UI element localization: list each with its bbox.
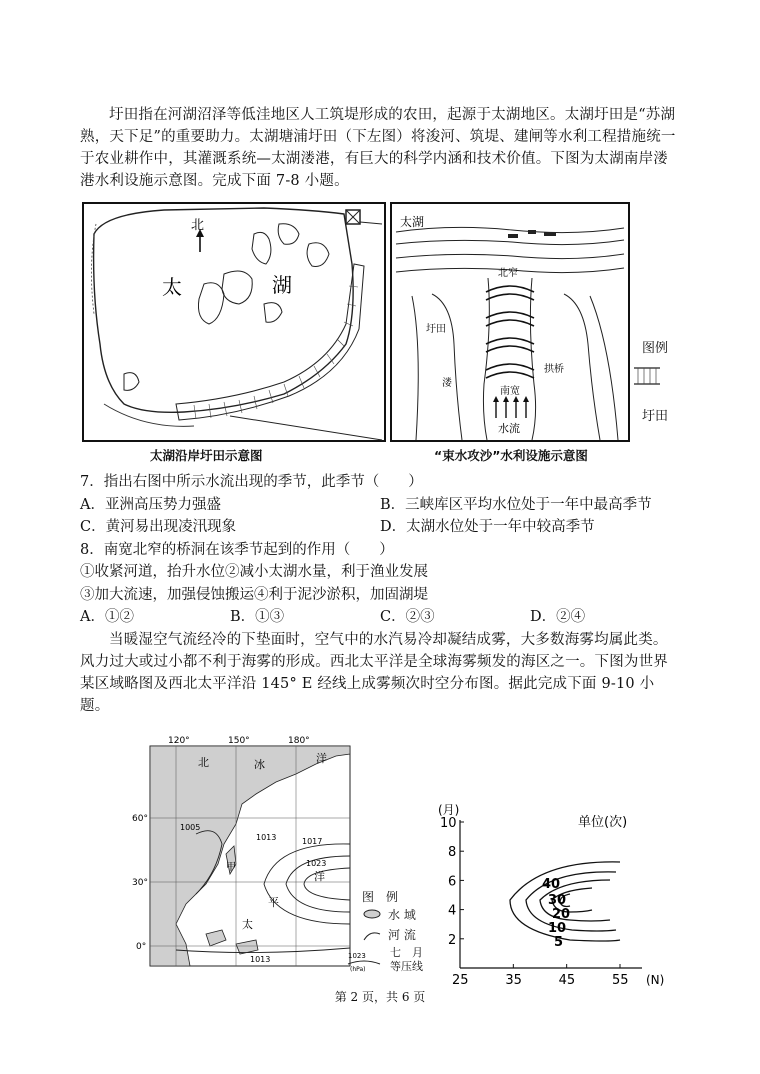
- weitian-label: 圩田: [426, 324, 446, 335]
- legend-isobar-unit: (hPa): [350, 966, 366, 973]
- shushui-gongsha-diagram: [390, 202, 630, 442]
- q8-option-c: C．②③: [380, 609, 435, 625]
- water-legend-icon: [362, 908, 382, 920]
- lon-180: 180°: [288, 736, 310, 746]
- lake-char-tai: 太: [162, 275, 182, 299]
- river-legend-icon: [362, 928, 382, 942]
- isobar-1023: 1023: [306, 859, 327, 868]
- y-tick-label: 6: [448, 874, 457, 890]
- q8-option-b: B．①③: [230, 609, 285, 625]
- q7-option-b: B．三峡库区平均水位处于一年中最高季节: [380, 497, 652, 513]
- shushui-diagram-svg: [392, 204, 628, 440]
- beizhai-label: 北窄: [498, 268, 518, 279]
- legend-isobar-label-1: 七 月: [390, 946, 423, 959]
- lat-0: 0°: [136, 942, 147, 952]
- isobar-legend-icon: [346, 948, 382, 972]
- legend-isobar-value: 1023: [348, 952, 366, 960]
- isobar-1013: 1013: [256, 833, 277, 842]
- isobar-1005: 1005: [180, 823, 201, 832]
- q8-statements-2: ③加大流速，加强侵蚀搬运④利于泥沙淤积，加固湖堤: [80, 587, 428, 603]
- y-tick-label: 10: [440, 816, 457, 831]
- intro-paragraph-1: 圩田指在河湖沼泽等低洼地区人工筑堤形成的农田，起源于太湖地区。太湖圩田是“苏湖熟，天下足”的重要助力。太湖塘浦圩田（下左图）将浚河、筑堤、建闸等水利工程措施统一于农业耕作中，其灌溉系统—太湖溇港，有巨大的科学内涵和技术价值。下图为太湖南岸溇港水利设施示意图。完成下面 7-8 小题。: [80, 107, 676, 189]
- isobar-1017: 1017: [302, 837, 323, 846]
- contour-label-10: 10: [548, 921, 567, 936]
- q8-option-d: D．②④: [530, 609, 586, 625]
- legend-weitian-icon: [634, 364, 660, 394]
- x-tick-label: 55: [612, 973, 629, 988]
- contour-label-20: 20: [552, 907, 571, 922]
- lake-char-hu: 湖: [272, 273, 292, 297]
- nankuan-label: 南宽: [500, 386, 520, 397]
- intro-paragraph-2: 当暖湿空气流经冷的下垫面时，空气中的水汽易冷却凝结成雾，大多数海雾均属此类。风力过大或过小都不利于海雾的形成。西北太平洋是全球海雾频发的海区之一。下图为世界某区域略图及西北太平洋沿 145° E 经线上成雾频次时空分布图。据此完成下面 9-10 小题。: [80, 632, 668, 714]
- isobar-1013-south: 1013: [250, 955, 271, 964]
- x-tick-label: 45: [558, 973, 576, 988]
- gongqiao-label: 拱桥: [544, 364, 564, 375]
- lon-120: 120°: [168, 736, 190, 746]
- fig1-legend-item: 圩田: [642, 409, 669, 424]
- x-tick-label: 25: [452, 973, 469, 988]
- fig1-legend-title: 图例: [642, 341, 669, 356]
- arctic-char-3: 洋: [316, 752, 327, 765]
- pacific-char-1: 洋: [314, 870, 325, 883]
- contour-label-30: 30: [548, 893, 567, 908]
- chart-x-axis-label: (N): [646, 973, 665, 987]
- taihu-map-svg: [84, 204, 384, 440]
- contour-label-40: 40: [542, 877, 561, 892]
- right-figure-caption: “束水攻沙”水利设施示意图: [434, 448, 588, 463]
- q7-option-d: D．太湖水位处于一年中较高季节: [380, 519, 595, 535]
- y-tick-label: 8: [448, 845, 457, 861]
- left-figure-caption: 太湖沿岸圩田示意图: [150, 448, 263, 463]
- chart-unit-label: 单位(次): [578, 815, 628, 830]
- fog-frequency-chart: [420, 800, 680, 990]
- legend-river-label: 河 流: [388, 928, 416, 942]
- pacific-map-svg: [132, 734, 354, 970]
- y-tick-label: 4: [448, 903, 457, 919]
- contour-label-5: 5: [554, 935, 564, 950]
- y-tick-label: 2: [448, 932, 457, 948]
- q7-stem: 7．指出右图中所示水流出现的季节，此季节（ ）: [80, 474, 423, 490]
- lon-150: 150°: [228, 736, 250, 746]
- q8-statements-1: ①收紧河道，抬升水位②减小太湖水量，利于渔业发展: [80, 564, 428, 580]
- q7-option-c: C．黄河易出现凌汛现象: [80, 519, 237, 535]
- map2-legend-title: 图 例: [362, 890, 399, 904]
- x-tick-label: 35: [505, 973, 522, 988]
- lat-30: 30°: [132, 878, 148, 888]
- taihu-weitian-map: [82, 202, 386, 442]
- shuiliu-label: 水流: [498, 422, 520, 435]
- lat-60: 60°: [132, 814, 148, 824]
- legend-isobar-label-2: 等压线: [390, 960, 423, 973]
- taihu-label: 太湖: [400, 215, 425, 229]
- q7-option-a: A．亚洲高压势力强盛: [80, 497, 221, 513]
- pacific-char-2: 平: [268, 896, 279, 909]
- legend-water-label: 水 域: [388, 908, 416, 922]
- place-jia: 甲: [226, 862, 236, 873]
- arctic-char-2: 冰: [254, 758, 265, 771]
- pacific-char-3: 太: [242, 918, 253, 931]
- chart-y-axis-label: (月): [438, 803, 460, 817]
- arctic-char-1: 北: [198, 756, 209, 769]
- page-footer: 第 2 页，共 6 页: [334, 990, 426, 1004]
- q8-option-a: A．①②: [80, 609, 134, 625]
- pacific-region-map: [132, 734, 354, 970]
- q8-stem: 8．南宽北窄的桥洞在该季节起到的作用（ ）: [80, 542, 394, 558]
- lou-label: 溇: [442, 378, 452, 389]
- north-label: 北: [191, 218, 205, 233]
